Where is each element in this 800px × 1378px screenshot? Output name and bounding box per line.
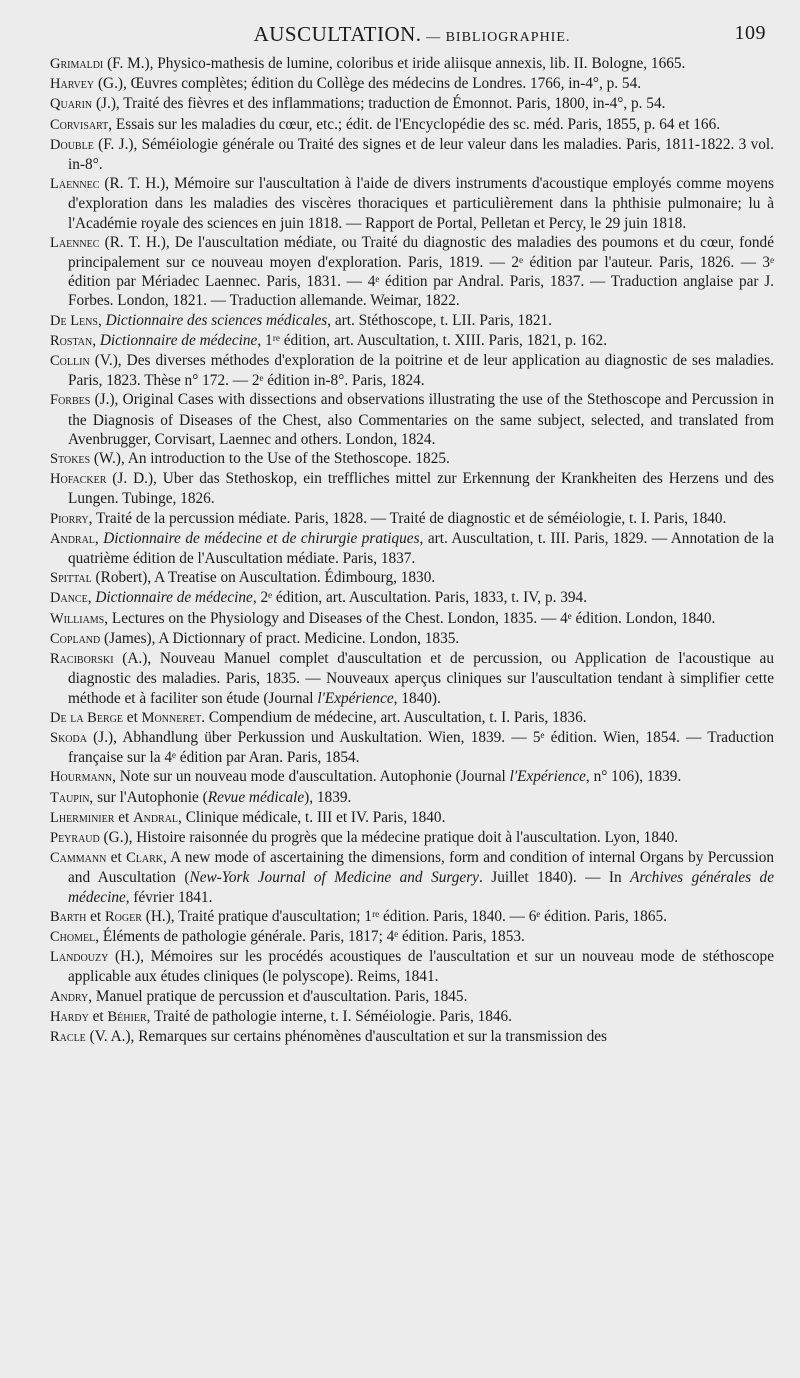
bibliography-entry: [50, 788, 774, 808]
entry-text: et: [86, 907, 105, 925]
bibliography-entry: [50, 509, 774, 529]
bibliography-entry: [50, 94, 774, 114]
entry-text: , Note sur un nouveau mode d'auscultation. Autophonie (Journal: [112, 768, 510, 786]
entry-text: et: [106, 849, 127, 867]
bibliography-entry: [50, 311, 774, 331]
entry-text: (W.), An introduction to the Use of the Stethoscope. 1825.: [90, 450, 450, 468]
bibliography-entry: [50, 907, 774, 927]
entry-text: , Manuel pratique de percussion et d'auscultation. Paris, 1845.: [88, 987, 468, 1005]
entry-text: . Compendium de médecine, art. Auscultation, t. I. Paris, 1836.: [201, 708, 587, 726]
entry-text: , Essais sur les maladies du cœur, etc.; édit. de l'Encyclopédie des sc. méd. Paris, 1855, p. 64 et 166.: [108, 115, 721, 133]
entry-text: . Juillet 1840). — In: [478, 869, 631, 887]
entry-author: Barth: [50, 908, 87, 925]
bibliography-entry: [50, 947, 774, 986]
entry-text: , 1840).: [393, 689, 441, 707]
entry-text: , Lectures on the Physiology and Diseases of the Chest. London, 1835. — 4ᵉ édition. London, 1840.: [104, 609, 716, 627]
header-subtitle: BIBLIOGRAPHIE.: [445, 30, 571, 45]
entry-author: Monneret: [141, 709, 202, 726]
entry-author: Hofacker: [50, 471, 107, 488]
entry-author: Corvisart: [50, 116, 109, 133]
entry-text: , Éléments de pathologie générale. Paris, 1817; 4ᵉ édition. Paris, 1853.: [95, 927, 525, 945]
entry-author: Quarin: [50, 96, 93, 113]
entry-text: , art. Stéthoscope, t. LII. Paris, 1821.: [327, 311, 552, 329]
entry-separator: ,: [94, 529, 104, 547]
entry-author: Laennec: [50, 176, 100, 193]
entry-text: (J. D.), Uber das Stethoskop, ein treffliches mittel zur Erkennung der Krankheiten des Herzens und des Lungen. Tubinge, 1826.: [68, 470, 774, 508]
entry-text: (G.), Histoire raisonnée du progrès que la médecine pratique doit à l'auscultation. Lyon, 1840.: [99, 828, 679, 846]
entry-author: Chomel: [50, 928, 96, 945]
entry-author: Cammann: [50, 850, 107, 867]
entry-text: ), 1839.: [304, 788, 352, 806]
entry-title-italic: Revue médicale: [207, 788, 305, 806]
entry-title-italic: Dictionnaire de médecine et de chirurgie pratiques: [103, 529, 420, 547]
entry-text: (F. J.), Séméiologie générale ou Traité des signes et de leur valeur dans les maladies. Paris, 1811-1822. 3 vol. in-8°.: [68, 135, 774, 174]
entry-title-italic: l'Expérience: [509, 768, 586, 786]
entry-text: , 2ᵉ édition, art. Auscultation. Paris, 1833, t. IV, p. 394.: [252, 589, 588, 607]
entry-title-italic: l'Expérience: [317, 689, 394, 707]
entry-author: Forbes: [50, 392, 91, 409]
entry-author: Collin: [50, 353, 90, 370]
entry-author: Lherminier: [50, 809, 115, 826]
bibliography-entry: [50, 629, 774, 649]
bibliography-entry: [50, 609, 774, 629]
bibliography-entry: [50, 927, 774, 947]
entry-author: Béhier: [107, 1008, 147, 1025]
bibliography-entry: [50, 174, 774, 233]
entry-title-italic: Dictionnaire de médecine: [95, 589, 253, 607]
entry-author: Spittal: [50, 570, 92, 587]
entry-text: (H.), Traité pratique d'auscultation; 1ʳᵉ édition. Paris, 1840. — 6ᵉ édition. Paris, 1865.: [141, 907, 667, 925]
bibliography-entry: [50, 649, 774, 708]
bibliography-entry: [50, 1007, 774, 1027]
entry-author: Stokes: [50, 451, 91, 468]
entry-author: Andral: [133, 809, 179, 826]
entry-text: , 1ʳᵉ édition, art. Auscultation, t. XIII. Paris, 1821, p. 162.: [257, 331, 608, 349]
entry-author: Grimaldi: [50, 56, 104, 72]
header-separator: —: [421, 30, 446, 45]
bibliography-entry: [50, 74, 774, 94]
entry-text: (R. T. H.), Mémoire sur l'auscultation à l'aide de divers instruments d'acoustique employés comme moyens d'exploration dans les maladies des viscères thoraciques et particulièrement dans la phthisie pulmonaire; lu à l'Académie royale des sciences en juin 1818. — Rapport de Portal, Pelletan et Percy, le 29 juin 1818.: [68, 175, 774, 232]
entry-text: (F. M.), Physico-mathesis de lumine, coloribus et iride aliisque annexis, lib. II. Bologne, 1665.: [103, 55, 686, 72]
entry-text: et: [114, 808, 134, 826]
bibliography-entry: [50, 568, 774, 588]
bibliography-entry: [50, 233, 774, 311]
entry-author: Rostan: [50, 332, 93, 349]
entry-text: , sur l'Autophonie (: [89, 788, 208, 806]
entry-text: et: [88, 1007, 108, 1025]
entry-text: (G.), Œuvres complètes; édition du Collège des médecins de Londres. 1766, in-4°, p. 54.: [94, 75, 642, 93]
entry-text: (R. T. H.), De l'auscultation médiate, ou Traité du diagnostic des maladies des poumons et du cœur, fondé principalement sur ce nouveau moyen d'exploration. Paris, 1819. — 2ᵉ édition par l'auteur. Paris, 1826. — 3ᵉ édition par Mériadec Laennec. Paris, 1831. — 4ᵉ édition par Andral. Paris, 1837. — Traduction anglaise par J. Forbes. London, 1821. — Traduction allemande. Weimar, 1822.: [68, 233, 774, 310]
entry-author: Taupin: [50, 789, 90, 806]
entry-author: Williams: [50, 610, 105, 627]
bibliography-entry: [50, 588, 774, 608]
bibliography-entry: [50, 767, 774, 787]
entry-text: , n° 106), 1839.: [585, 768, 682, 786]
entry-title-italic: Dictionnaire des sciences médicales: [105, 311, 328, 329]
entry-separator: ,: [87, 589, 96, 607]
entry-text: (H.), Mémoires sur les procédés acoustiques de l'auscultation et sur un nouveau mode de stéthoscope applicable aux études cliniques (le polyscope). Reims, 1841.: [68, 948, 774, 986]
entry-author: Andral: [50, 530, 95, 547]
bibliography-list: [50, 54, 774, 1047]
entry-text: (James), A Dictionnary of pract. Medicine. London, 1835.: [100, 629, 460, 647]
entry-text: (Robert), A Treatise on Auscultation. Édimbourg, 1830.: [91, 569, 436, 587]
bibliography-entry: [50, 808, 774, 828]
bibliography-entry: [50, 848, 774, 907]
entry-author: Dance: [50, 590, 88, 607]
entry-text: (A.), Nouveau Manuel complet d'auscultation et de percussion, ou Application de l'acoustique au diagnostic des maladies. Paris, 1835. — Nouveaux aperçus cliniques sur l'auscultation tendant à simplifier cette méthode et à faciliter son étude (Journal: [68, 650, 774, 707]
entry-author: Landouzy: [50, 949, 109, 966]
entry-text: , Clinique médicale, t. III et IV. Paris, 1840.: [178, 808, 446, 826]
bibliography-entry: [50, 708, 774, 728]
entry-author: Skoda: [50, 729, 87, 746]
entry-author: Piorry: [50, 510, 89, 527]
bibliography-entry: [50, 449, 774, 469]
bibliography-entry: [50, 1027, 774, 1047]
entry-text: , A new mode of ascertaining the dimensions, form and condition of internal Organs by Percussion and Auscultation (: [68, 849, 774, 887]
entry-text: (J.), Abhandlung über Perkussion und Auskultation. Wien, 1839. — 5ᵉ édition. Wien, 1854. — Traduction française sur la 4ᵉ édition par Aran. Paris, 1854.: [68, 728, 774, 767]
entry-text: (J.), Traité des fièvres et des inflammations; traduction de Émonnot. Paris, 1800, in-4°, p. 54.: [92, 95, 666, 113]
entry-text: (V. A.), Remarques sur certains phénomènes d'auscultation et sur la transmission des: [85, 1027, 607, 1045]
entry-author: Raciborski: [50, 651, 114, 668]
entry-author: De Lens: [50, 312, 98, 329]
entry-author: De la Berge: [50, 709, 123, 726]
entry-text: , Traité de la percussion médiate. Paris, 1828. — Traité de diagnostic et de séméiologie, t. I. Paris, 1840.: [88, 509, 727, 527]
entry-author: Hardy: [50, 1008, 89, 1025]
entry-text: , février 1841.: [125, 888, 213, 906]
bibliography-entry: [50, 529, 774, 568]
entry-author: Andry: [50, 988, 89, 1005]
bibliography-entry: [50, 115, 774, 135]
entry-author: Copland: [50, 630, 101, 647]
entry-author: Hourmann: [50, 769, 113, 786]
bibliography-entry: [50, 135, 774, 174]
bibliography-entry: [50, 54, 774, 74]
bibliography-entry: [50, 728, 774, 767]
running-header: [50, 22, 774, 48]
entry-text: , Traité de pathologie interne, t. I. Séméiologie. Paris, 1846.: [146, 1007, 513, 1025]
entry-author: Laennec: [50, 234, 100, 251]
entry-title-italic: Dictionnaire de médecine: [99, 331, 258, 349]
bibliography-entry: [50, 987, 774, 1007]
entry-text: , art. Auscultation, t. III. Paris, 1829. — Annotation de la quatrième édition de l'Auscultation médiate. Paris, 1837.: [68, 529, 775, 568]
entry-author: Peyraud: [50, 829, 100, 846]
header-title: AUSCULTATION.: [253, 22, 422, 46]
bibliography-entry: [50, 828, 774, 848]
entry-text: (J.), Original Cases with dissections and observations illustrating the use of the Stethoscope and Percussion in the Diagnosis of Diseases of the Chest, also Commentaries on the same subject, selected, and translated from Avenbrugger, Corvisart, Laennec and others. London, 1824.: [68, 391, 774, 448]
entry-author: Roger: [105, 908, 142, 925]
entry-author: Harvey: [50, 76, 95, 93]
entry-separator: ,: [97, 311, 106, 329]
entry-text: (V.), Des diverses méthodes d'exploration de la poitrine et de leur application au diagnostic de ses maladies. Paris, 1823. Thèse n° 172. — 2ᵉ édition in-8°. Paris, 1824.: [68, 352, 774, 390]
entry-author: Double: [50, 136, 94, 153]
entry-author: Clark: [126, 850, 163, 867]
entry-title-italic: New-York Journal of Medicine and Surgery: [189, 869, 479, 887]
entry-text: et: [122, 708, 142, 726]
bibliography-entry: [50, 351, 774, 390]
page-number: 109: [734, 22, 766, 44]
bibliography-entry: [50, 390, 774, 449]
entry-separator: ,: [92, 331, 100, 349]
entry-author: Racle: [50, 1028, 86, 1045]
bibliography-entry: [50, 469, 774, 508]
bibliography-entry: [50, 331, 774, 351]
entry-title-italic: Archives générales de médecine: [68, 869, 774, 906]
